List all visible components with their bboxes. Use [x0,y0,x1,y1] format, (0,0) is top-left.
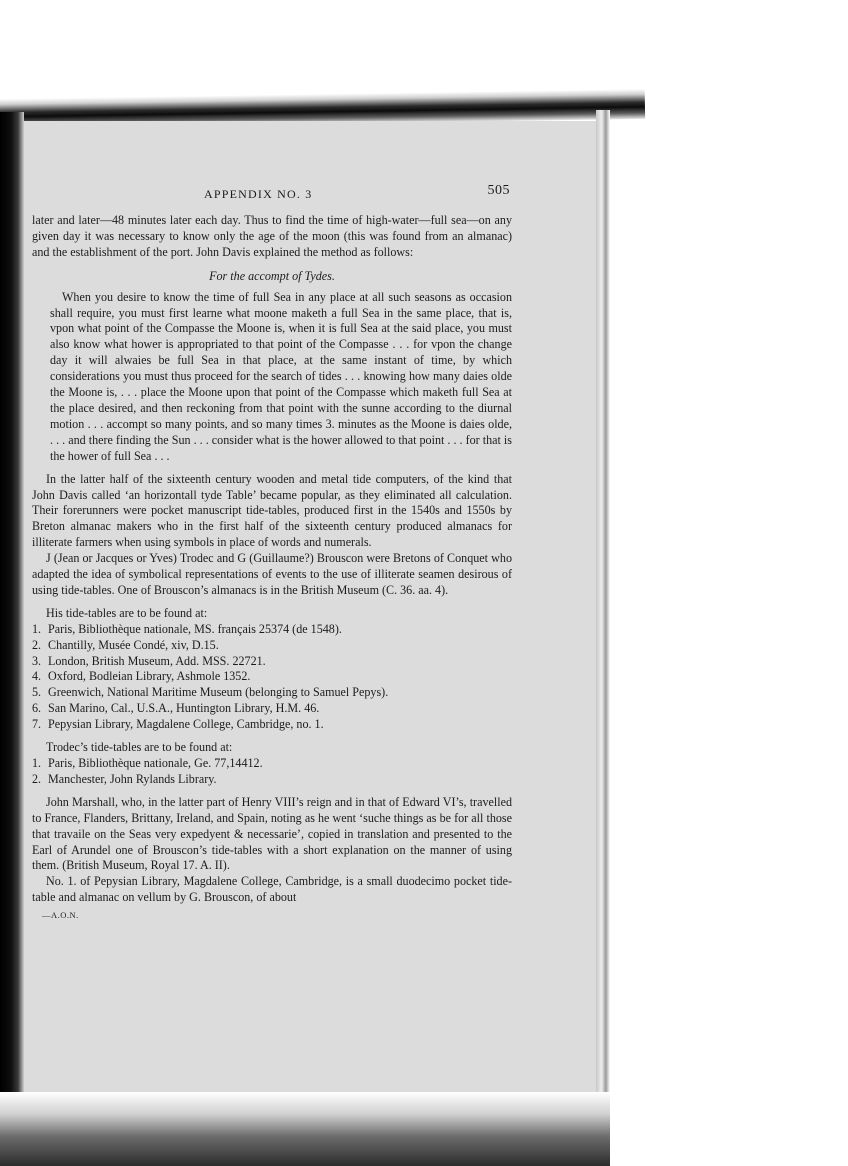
intro-paragraph: later and later—48 minutes later each day. Thus to find the time of high-water—full sea—on any given day it was necessary to know only the age of the moon (this was found from an almanac) and the establishment of the port. John Davis explained the method as follows: [32,213,512,259]
quote-heading: For the accompt of Tydes. [209,268,335,283]
list-item: 7. Pepysian Library, Magdalene College, Cambridge, no. 1. [32,717,324,732]
trodec-list [32,756,512,788]
brouscon-list-intro: His tide-tables are to be found at: [46,605,208,620]
list-item: 1. Paris, Bibliothèque nationale, MS. français 25374 (de 1548). [32,621,342,636]
page-text [32,183,512,924]
running-title: APPENDIX NO. 3 [204,187,313,201]
paragraph-tide-computers: In the latter half of the sixteenth century wooden and metal tide computers, of the kind that John Davis called ‘an horizontall tyde Table’ became popular, as they eliminated all calculation. Their forerunners were pocket manuscript tide-tables, produced first in the 1540s and 1550s by Breton almanac makers who in the first half of the sixteenth century produced almanacs for illiterate farmers when using symbols in place of words and numerals. [32,471,512,550]
list-item: 6. San Marino, Cal., U.S.A., Huntington Library, H.M. 46. [32,701,320,716]
paragraph-pepysian: No. 1. of Pepysian Library, Magdalene College, Cambridge, is a small duodecimo pocket tide-table and almanac on vellum by G. Brouscon, of about [32,874,512,905]
signature-mark: —A.O.N. [42,910,79,921]
list-item: 4. Oxford, Bodleian Library, Ashmole 1352. [32,669,251,684]
list-item: 2. Chantilly, Musée Condé, xiv, D.15. [32,637,219,652]
running-header [32,183,512,203]
page-number: 505 [487,183,510,198]
quote-text: When you desire to know the time of full Sea in any place at all such seasons as occasion shall require, you must first learne what moone maketh a full Sea in the same place, that is, vpon what point of the Compasse the Moone is, when it is full Sea at the said place, you must also know what hower is appropriated to that point of the Compasse . . . for vpon the change day it will alwaies be full Sea in that place, at the same instant of time, by which considerations you must thus proceed for the search of tides . . . knowing how many daies olde the Moone is, . . . place the Moone upon that point of the Compasse which maketh full Sea at the place desired, and then reckoning from that point with the sunne according to the diurnal motion . . . accompt so many points, and so many times 3. minutes as the Moone is daies olde, . . . and there finding the Sun . . . consider what is the hower allowed to that point . . . for that is the hower of full Sea . . . [50,289,512,463]
scan-shadow-bottom [0,1092,610,1166]
block-quote [32,290,512,465]
scan-shadow-left [0,112,24,1166]
trodec-list-intro: Trodec’s tide-tables are to be found at: [46,740,233,755]
list-item: 3. London, British Museum, Add. MSS. 22721. [32,653,266,668]
list-item: 1. Paris, Bibliothèque nationale, Ge. 77,14412. [32,756,263,770]
paragraph-trodec-brouscon: J (Jean or Jacques or Yves) Trodec and G (Guillaume?) Brouscon were Bretons of Conquet who adapted the idea of symbolical representations of events to the use of illiterate seamen desirous of using tide-tables. One of Brouscon’s almanacs is in the British Museum (C. 36. aa. 4). [32,551,512,597]
list-item: 2. Manchester, John Rylands Library. [32,771,217,786]
brouscon-list [32,622,512,733]
page-edge [596,110,610,1100]
list-item: 5. Greenwich, National Maritime Museum (belonging to Samuel Pepys). [32,685,389,700]
paragraph-john-marshall: John Marshall, who, in the latter part of Henry VIII’s reign and in that of Edward VI’s, travelled to France, Flanders, Brittany, Ireland, and Spain, noting as he went ‘suche things as be for all those that travaile on the Seas very expedyent & necessarie’, copied in translation and presented to the Earl of Arundel one of Brouscon’s tide-tables with a short explanation on the manner of using them. (British Museum, Royal 17. A. II). [32,794,512,873]
